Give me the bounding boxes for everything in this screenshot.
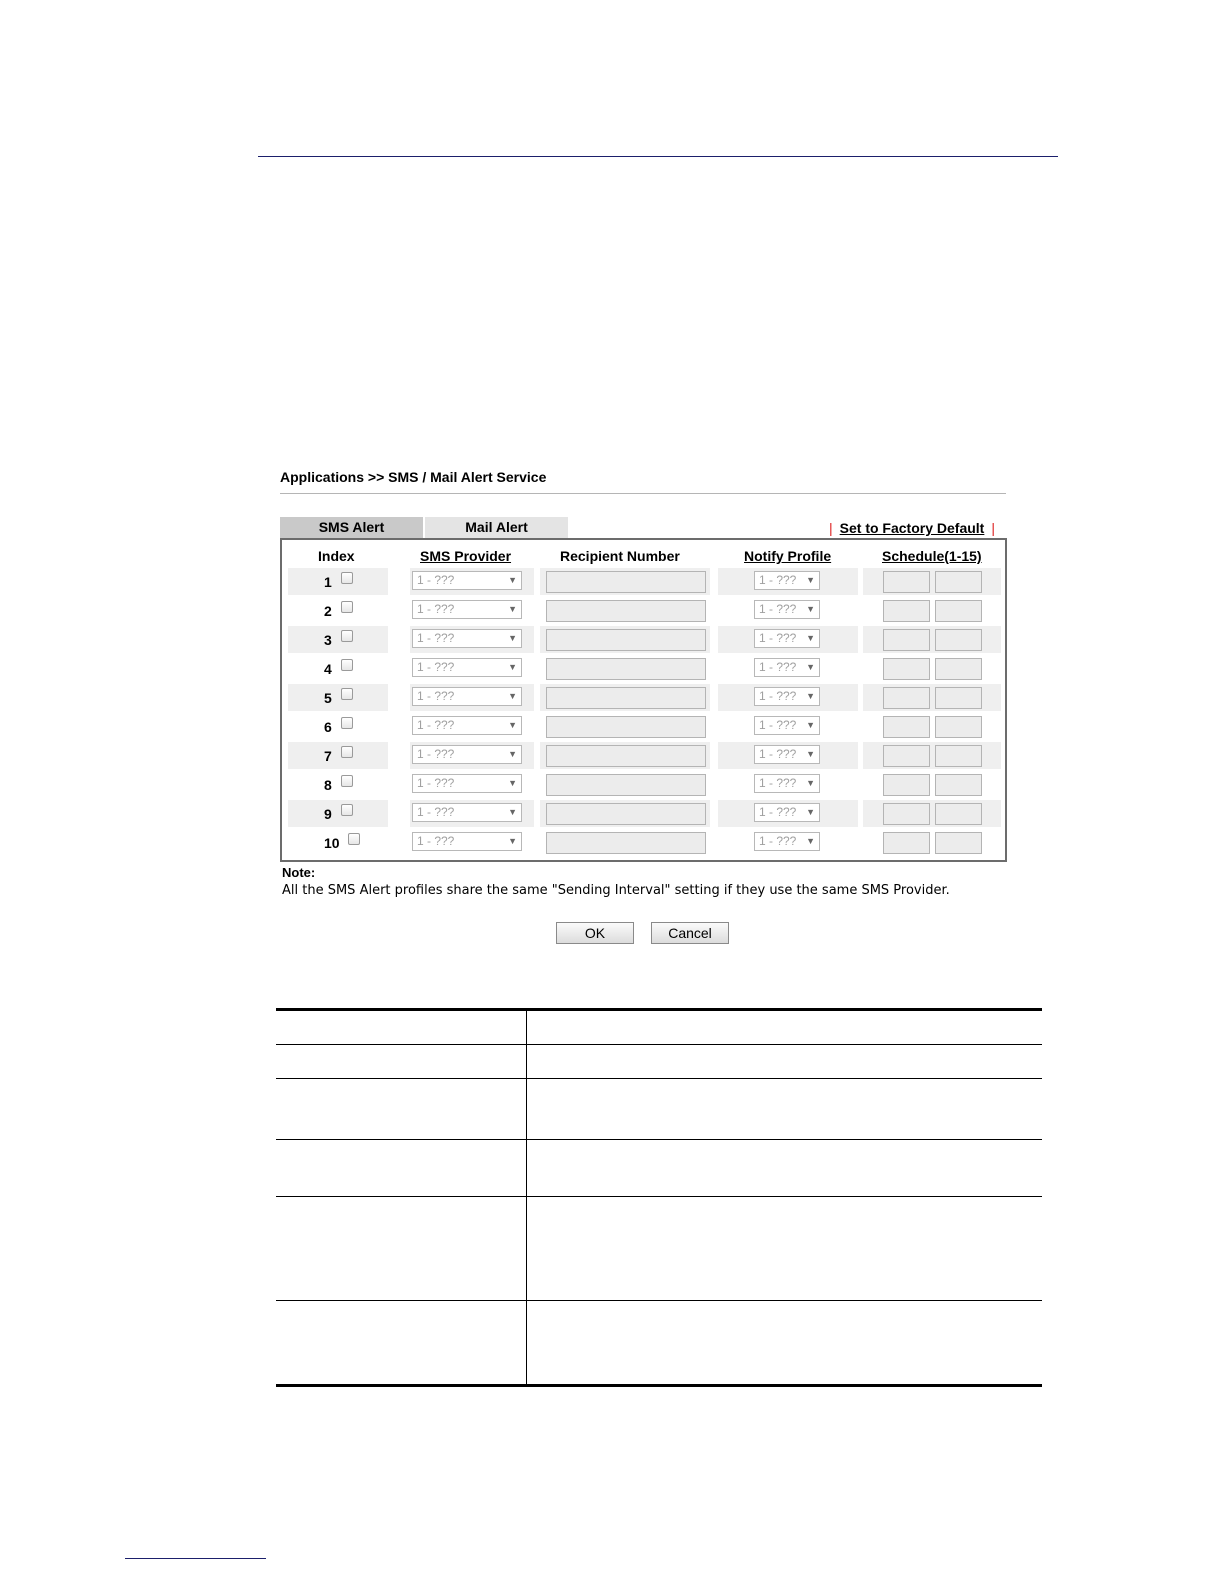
- tab-sms-alert[interactable]: SMS Alert: [280, 517, 423, 538]
- recipient-number-input[interactable]: [546, 687, 706, 709]
- schedule-input-2[interactable]: [935, 745, 982, 767]
- notify-profile-cell: [718, 684, 858, 711]
- recipient-number-cell: [540, 713, 710, 740]
- notify-profile-select[interactable]: [754, 774, 820, 793]
- sms-provider-cell: [410, 684, 534, 711]
- schedule-input-2[interactable]: [935, 687, 982, 709]
- table-rule: [276, 1078, 1042, 1079]
- index-cell: [288, 597, 388, 624]
- chevron-down-icon: ▼: [806, 778, 815, 788]
- table-rule: [276, 1384, 1042, 1387]
- chevron-down-icon: ▼: [508, 575, 517, 585]
- recipient-number-cell: [540, 742, 710, 769]
- table-rule: [276, 1196, 1042, 1197]
- notify-profile-select[interactable]: [754, 658, 820, 677]
- notify-profile-cell: [718, 655, 858, 682]
- schedule-input-2[interactable]: [935, 629, 982, 651]
- chevron-down-icon: ▼: [508, 807, 517, 817]
- table-row: [288, 829, 1001, 856]
- index-cell: [288, 829, 388, 856]
- index-cell: [288, 742, 388, 769]
- schedule-cell: [863, 829, 1001, 856]
- schedule-cell: [863, 655, 1001, 682]
- notify-profile-value: 1 - ???: [759, 805, 797, 819]
- sms-provider-select[interactable]: [412, 803, 522, 822]
- recipient-number-input[interactable]: [546, 716, 706, 738]
- header-recipient-number: Recipient Number: [560, 548, 680, 564]
- chevron-down-icon: ▼: [806, 604, 815, 614]
- index-cell: [288, 771, 388, 798]
- recipient-number-input[interactable]: [546, 658, 706, 680]
- sms-provider-cell: [410, 713, 534, 740]
- row-checkbox[interactable]: [341, 775, 353, 787]
- tab-mail-alert[interactable]: Mail Alert: [425, 517, 568, 538]
- row-checkbox[interactable]: [341, 717, 353, 729]
- sms-provider-value: 1 - ???: [417, 747, 455, 761]
- table-row: [288, 597, 1001, 624]
- notify-profile-select[interactable]: [754, 600, 820, 619]
- sms-provider-value: 1 - ???: [417, 631, 455, 645]
- chevron-down-icon: ▼: [806, 662, 815, 672]
- sms-provider-select[interactable]: [412, 629, 522, 648]
- factory-default-area: [822, 520, 1002, 536]
- schedule-input-1[interactable]: [883, 716, 930, 738]
- chevron-down-icon: ▼: [508, 604, 517, 614]
- chevron-down-icon: ▼: [508, 691, 517, 701]
- recipient-number-cell: [540, 771, 710, 798]
- index-cell: [288, 800, 388, 827]
- notify-profile-select[interactable]: [754, 571, 820, 590]
- sms-provider-value: 1 - ???: [417, 602, 455, 616]
- schedule-input-2[interactable]: [935, 716, 982, 738]
- tab-bar: [280, 517, 570, 538]
- sms-provider-cell: [410, 771, 534, 798]
- recipient-number-cell: [540, 800, 710, 827]
- notify-profile-cell: [718, 771, 858, 798]
- header-notify-profile[interactable]: Notify Profile: [744, 548, 832, 564]
- table-row: [288, 742, 1001, 769]
- schedule-cell: [863, 800, 1001, 827]
- sms-provider-cell: [410, 800, 534, 827]
- table-row: [288, 800, 1001, 827]
- sms-provider-cell: [410, 597, 534, 624]
- recipient-number-input[interactable]: [546, 774, 706, 796]
- page-header-rule: [258, 156, 1058, 157]
- schedule-cell: [863, 713, 1001, 740]
- sms-provider-value: 1 - ???: [417, 834, 455, 848]
- recipient-number-input[interactable]: [546, 571, 706, 593]
- sms-provider-cell: [410, 568, 534, 595]
- sms-provider-select[interactable]: [412, 832, 522, 851]
- table-row: [288, 771, 1001, 798]
- schedule-input-2[interactable]: [935, 658, 982, 680]
- notify-profile-select[interactable]: [754, 745, 820, 764]
- chevron-down-icon: ▼: [508, 836, 517, 846]
- index-cell: [288, 626, 388, 653]
- row-index: 7: [324, 748, 332, 764]
- recipient-number-input[interactable]: [546, 600, 706, 622]
- schedule-input-2[interactable]: [935, 600, 982, 622]
- sms-provider-select[interactable]: [412, 774, 522, 793]
- header-sms-provider[interactable]: SMS Provider: [420, 548, 512, 564]
- schedule-cell: [863, 568, 1001, 595]
- table-rule: [276, 1044, 1042, 1045]
- notify-profile-cell: [718, 829, 858, 856]
- row-checkbox[interactable]: [341, 572, 353, 584]
- header-schedule[interactable]: Schedule(1-15): [882, 548, 982, 564]
- recipient-number-input[interactable]: [546, 745, 706, 767]
- table-rule: [276, 1008, 1042, 1011]
- chevron-down-icon: ▼: [806, 691, 815, 701]
- row-index: 1: [324, 574, 332, 590]
- sms-provider-value: 1 - ???: [417, 573, 455, 587]
- chevron-down-icon: ▼: [806, 836, 815, 846]
- notify-profile-value: 1 - ???: [759, 573, 797, 587]
- table-row: [288, 626, 1001, 653]
- schedule-input-1[interactable]: [883, 600, 930, 622]
- row-index: 2: [324, 603, 332, 619]
- sms-provider-value: 1 - ???: [417, 805, 455, 819]
- schedule-cell: [863, 771, 1001, 798]
- chevron-down-icon: ▼: [508, 778, 517, 788]
- chevron-down-icon: ▼: [806, 720, 815, 730]
- row-index: 3: [324, 632, 332, 648]
- schedule-input-2[interactable]: [935, 832, 982, 854]
- recipient-number-cell: [540, 626, 710, 653]
- notify-profile-cell: [718, 742, 858, 769]
- notify-profile-value: 1 - ???: [759, 689, 797, 703]
- chevron-down-icon: ▼: [508, 720, 517, 730]
- notify-profile-value: 1 - ???: [759, 631, 797, 645]
- ok-button[interactable]: OK: [556, 922, 634, 944]
- index-cell: [288, 713, 388, 740]
- chevron-down-icon: ▼: [508, 662, 517, 672]
- row-index: 8: [324, 777, 332, 793]
- notify-profile-select[interactable]: [754, 803, 820, 822]
- row-index: 9: [324, 806, 332, 822]
- notify-profile-select[interactable]: [754, 832, 820, 851]
- sms-provider-value: 1 - ???: [417, 718, 455, 732]
- row-checkbox[interactable]: [341, 688, 353, 700]
- separator-right: |: [991, 520, 995, 536]
- sms-provider-value: 1 - ???: [417, 776, 455, 790]
- breadcrumb-divider: [280, 493, 1006, 494]
- schedule-input-1[interactable]: [883, 832, 930, 854]
- breadcrumb: Applications >> SMS / Mail Alert Service: [280, 469, 547, 485]
- index-cell: [288, 684, 388, 711]
- recipient-number-cell: [540, 568, 710, 595]
- table-row: [288, 568, 1001, 595]
- table-row: [288, 655, 1001, 682]
- table-row: [288, 684, 1001, 711]
- schedule-cell: [863, 742, 1001, 769]
- row-checkbox[interactable]: [341, 746, 353, 758]
- row-checkbox[interactable]: [341, 659, 353, 671]
- row-index: 10: [324, 835, 340, 851]
- sms-provider-select[interactable]: [412, 658, 522, 677]
- schedule-input-1[interactable]: [883, 745, 930, 767]
- notify-profile-value: 1 - ???: [759, 718, 797, 732]
- note-text: All the SMS Alert profiles share the same "Sending Interval" setting if they use the same SMS Provider.: [282, 883, 950, 898]
- sms-provider-select[interactable]: [412, 571, 522, 590]
- recipient-number-cell: [540, 655, 710, 682]
- chevron-down-icon: ▼: [508, 749, 517, 759]
- sms-provider-cell: [410, 626, 534, 653]
- schedule-cell: [863, 597, 1001, 624]
- schedule-input-1[interactable]: [883, 658, 930, 680]
- table-column-divider: [526, 1010, 527, 1385]
- row-checkbox[interactable]: [341, 630, 353, 642]
- schedule-input-1[interactable]: [883, 803, 930, 825]
- index-cell: [288, 655, 388, 682]
- notify-profile-value: 1 - ???: [759, 747, 797, 761]
- recipient-number-cell: [540, 829, 710, 856]
- schedule-input-1[interactable]: [883, 774, 930, 796]
- note-title: Note:: [282, 865, 316, 880]
- notify-profile-select[interactable]: [754, 629, 820, 648]
- schedule-input-2[interactable]: [935, 803, 982, 825]
- schedule-input-1[interactable]: [883, 629, 930, 651]
- notify-profile-cell: [718, 626, 858, 653]
- notify-profile-cell: [718, 800, 858, 827]
- sms-alert-table: [280, 538, 1007, 862]
- notify-profile-value: 1 - ???: [759, 776, 797, 790]
- set-to-factory-default-link[interactable]: Set to Factory Default: [839, 520, 985, 536]
- separator-left: |: [829, 520, 833, 536]
- sms-provider-select[interactable]: [412, 600, 522, 619]
- chevron-down-icon: ▼: [806, 749, 815, 759]
- cancel-button[interactable]: Cancel: [651, 922, 729, 944]
- sms-provider-select[interactable]: [412, 745, 522, 764]
- sms-provider-select[interactable]: [412, 687, 522, 706]
- notify-profile-cell: [718, 597, 858, 624]
- recipient-number-input[interactable]: [546, 803, 706, 825]
- row-checkbox[interactable]: [341, 804, 353, 816]
- schedule-cell: [863, 684, 1001, 711]
- chevron-down-icon: ▼: [508, 633, 517, 643]
- table-rule: [276, 1300, 1042, 1301]
- table-row: [288, 713, 1001, 740]
- schedule-input-2[interactable]: [935, 774, 982, 796]
- chevron-down-icon: ▼: [806, 807, 815, 817]
- sms-provider-value: 1 - ???: [417, 689, 455, 703]
- notify-profile-select[interactable]: [754, 716, 820, 735]
- recipient-number-cell: [540, 597, 710, 624]
- row-checkbox[interactable]: [348, 833, 360, 845]
- row-index: 6: [324, 719, 332, 735]
- notify-profile-value: 1 - ???: [759, 660, 797, 674]
- recipient-number-input[interactable]: [546, 832, 706, 854]
- index-cell: [288, 568, 388, 595]
- notify-profile-cell: [718, 568, 858, 595]
- recipient-number-cell: [540, 684, 710, 711]
- schedule-input-1[interactable]: [883, 571, 930, 593]
- notify-profile-cell: [718, 713, 858, 740]
- schedule-input-2[interactable]: [935, 571, 982, 593]
- row-checkbox[interactable]: [341, 601, 353, 613]
- table-rule: [276, 1139, 1042, 1140]
- recipient-number-input[interactable]: [546, 629, 706, 651]
- chevron-down-icon: ▼: [806, 575, 815, 585]
- sms-provider-select[interactable]: [412, 716, 522, 735]
- sms-provider-cell: [410, 742, 534, 769]
- schedule-input-1[interactable]: [883, 687, 930, 709]
- footer-rule: [125, 1558, 266, 1559]
- sms-provider-cell: [410, 829, 534, 856]
- header-index: Index: [318, 548, 355, 564]
- row-index: 4: [324, 661, 332, 677]
- chevron-down-icon: ▼: [806, 633, 815, 643]
- sms-provider-value: 1 - ???: [417, 660, 455, 674]
- schedule-cell: [863, 626, 1001, 653]
- notify-profile-select[interactable]: [754, 687, 820, 706]
- notify-profile-value: 1 - ???: [759, 834, 797, 848]
- notify-profile-value: 1 - ???: [759, 602, 797, 616]
- row-index: 5: [324, 690, 332, 706]
- sms-provider-cell: [410, 655, 534, 682]
